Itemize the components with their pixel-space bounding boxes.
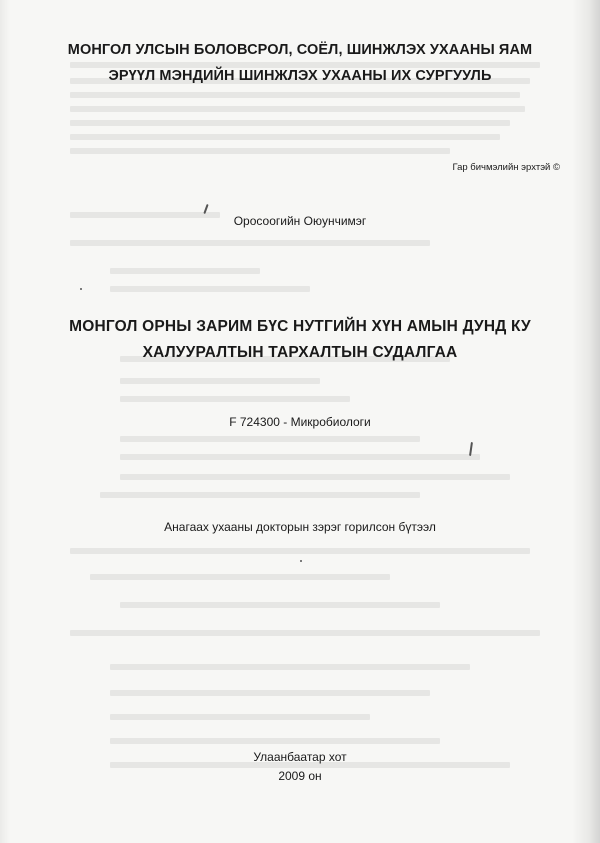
scan-speck: [300, 560, 302, 562]
bleed-through-line: [70, 630, 540, 636]
specialty-code: F 724300 - Микробиологи: [229, 415, 371, 429]
bleed-through-line: [110, 268, 260, 274]
bleed-through-line: [120, 474, 510, 480]
bleed-through-line: [110, 714, 370, 720]
bleed-through-line: [70, 134, 500, 140]
bleed-through-line: [120, 396, 350, 402]
bleed-through-line: [120, 454, 480, 460]
bleed-through-line: [120, 378, 320, 384]
bleed-through-line: [110, 738, 440, 744]
city: Улаанбаатар хот: [253, 750, 347, 764]
copyright-note: Гар бичмэлийн эрхтэй ©: [452, 162, 560, 173]
bleed-through-line: [120, 602, 440, 608]
bleed-through-line: [70, 106, 525, 112]
thesis-title-line2: ХАЛУУРАЛТЫН ТАРХАЛТЫН СУДАЛГАА: [142, 344, 458, 361]
ministry-name: МОНГОЛ УЛСЫН БОЛОВСРОЛ, СОЁЛ, ШИНЖЛЭХ УХААНЫ ЯАМ: [67, 42, 533, 58]
bleed-through-line: [100, 492, 420, 498]
bleed-through-line: [110, 664, 470, 670]
bleed-through-line: [110, 690, 430, 696]
author-name: Оросоогийн Оюунчимэг: [233, 214, 367, 228]
university-name: ЭРҮҮЛ МЭНДИЙН ШИНЖЛЭХ УХААНЫ ИХ СУРГУУЛЬ: [108, 68, 492, 84]
bleed-through-line: [120, 436, 420, 442]
scan-speck: [80, 288, 82, 290]
bleed-through-line: [70, 240, 430, 246]
thesis-title-line1: МОНГОЛ ОРНЫ ЗАРИМ БҮС НУТГИЙН ХҮН АМЫН ДУНД КУ: [69, 318, 531, 335]
bleed-through-line: [110, 286, 310, 292]
bleed-through-line: [70, 548, 530, 554]
year: 2009 он: [278, 769, 322, 783]
degree-statement: Анагаах ухааны докторын зэрэг горилсон бүтээл: [164, 520, 436, 534]
bleed-through-line: [70, 92, 520, 98]
bleed-through-line: [70, 120, 510, 126]
bleed-through-line: [90, 574, 390, 580]
bleed-through-line: [70, 148, 450, 154]
